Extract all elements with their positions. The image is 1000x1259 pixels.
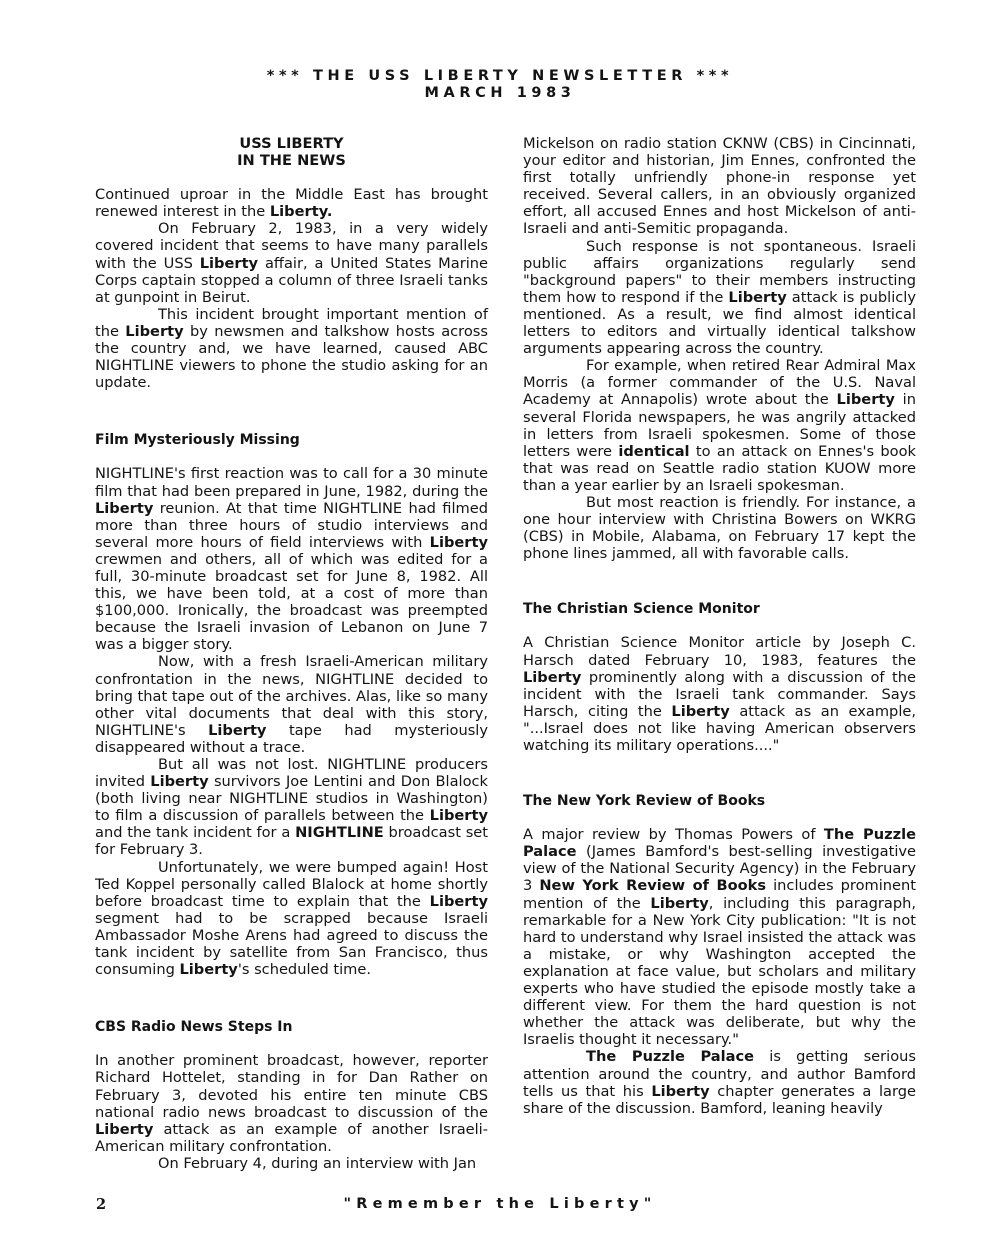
- spacer: [95, 391, 488, 432]
- paragraph: [95, 1155, 488, 1172]
- text-run: But all was not lost. NIGHTLINE producers invited: [95, 756, 488, 791]
- text-run: segment had to be scrapped because Israeli Ambassador Moshe Arens had agreed to discuss the tank incident by satellite from San Francisco, thus consuming: [95, 909, 488, 979]
- bold-run: New York Review of Books: [539, 877, 767, 895]
- bold-run: Liberty: [95, 499, 154, 517]
- text-run: But most reaction is friendly. For instance, a one hour interview with Christina Bowers on WKRG (CBS) in Mobile, Alabama, on February 17 kept the phone lines jammed, all with favorable calls.: [523, 493, 916, 563]
- text-run: crewmen and others, all of which was edited for a full, 30-minute broadcast set for June 8, 1982. All this, we have been told, at a cost of more than $100,000. Ironically, the broadcast was preempted because the Israeli invasion of Lebanon on June 7 was a bigger story.: [95, 550, 488, 654]
- text-run: Continued uproar in the Middle East has brought renewed interest in the: [95, 186, 488, 221]
- masthead: [0, 68, 1000, 102]
- text-run: chapter generates a large share of the discussion. Bamford, leaning heavily: [523, 1082, 916, 1117]
- text-run: Such response is not spontaneous. Israeli public affairs organizations regularly send "background papers" to their members instructing them how to respond if the: [523, 237, 916, 306]
- text-run: A Christian Science Monitor article by Joseph C. Harsch dated February 10, 1983, features the: [523, 634, 916, 669]
- article-title-line-1: USS LIBERTY: [239, 135, 344, 152]
- bold-run: Liberty: [671, 702, 730, 720]
- text-run: (James Bamford's best-selling investigative view of the National Security Agency) in the February 3: [523, 843, 916, 895]
- text-run: attack is publicly mentioned. As a result, we find almost identical letters to editors and virtually identical talkshow arguments appearing across the country.: [523, 288, 916, 358]
- bold-run: Liberty: [836, 391, 895, 409]
- text-run: prominently along with a discussion of the incident with the Israeli tank commander. Says Harsch, citing the: [523, 668, 916, 720]
- paragraph: [523, 135, 916, 238]
- text-run: NIGHTLINE's first reaction was to call for a 30 minute film that had been prepared in June, 1982, during the: [95, 465, 488, 500]
- spacer: [523, 562, 916, 601]
- right-column: [523, 135, 916, 1117]
- bold-run: Liberty: [429, 807, 488, 825]
- text-run: tape had mysteriously disappeared without a trace.: [95, 721, 488, 756]
- bold-run: Liberty: [651, 1082, 710, 1100]
- subheading-cbs: CBS Radio News Steps In: [95, 1019, 293, 1036]
- paragraph: [95, 465, 488, 653]
- text-run: A major review by Thomas Powers of: [523, 826, 824, 844]
- text-run: reunion. At that time NIGHTLINE had filmed more than three hours of studio interviews and several more hours of field interviews with: [95, 499, 488, 551]
- text-run: On February 4, during an interview with Jan: [158, 1154, 477, 1172]
- bold-run: NIGHTLINE: [295, 824, 384, 842]
- bold-run: identical: [618, 442, 690, 460]
- text-run: 's scheduled time.: [237, 961, 371, 979]
- paragraph: [523, 634, 916, 754]
- text-run: Mickelson on radio station CKNW (CBS) in Cincinnati, your editor and historian, Jim Ennes, confronted the first totally unfriendly phone-in response yet received. Several callers, in an obviously organized effort, all accused Ennes and host Mickelson of anti-Israeli and anti-Semitic propaganda.: [523, 135, 916, 238]
- text-run: On February 2, 1983, in a very widely covered incident that seems to have many parallels with the USS: [95, 220, 488, 272]
- bold-run: Liberty: [150, 773, 209, 791]
- page-number: 2: [96, 1196, 107, 1213]
- paragraph: [523, 494, 916, 562]
- spacer: [95, 978, 488, 1019]
- article-title-line-2: IN THE NEWS: [237, 152, 346, 170]
- text-run: Unfortunately, we were bumped again! Host Ted Koppel personally called Blalock at home shortly before broadcast time to explain that the: [95, 858, 488, 910]
- text-run: is getting serious attention around the country, and author Bamford tells us that his: [523, 1048, 916, 1100]
- paragraph: [523, 238, 916, 358]
- text-run: This incident brought important mention of the: [95, 305, 488, 340]
- paragraph: [523, 826, 916, 1048]
- text-run: affair, a United States Marine Corps captain stopped a column of three Israeli tanks at gunpoint in Beirut.: [95, 254, 488, 306]
- bold-run: Liberty: [125, 322, 184, 340]
- text-run: attack as an example of another Israeli-American military confrontation.: [95, 1120, 488, 1155]
- spacer: [523, 754, 916, 793]
- paragraph: [523, 357, 916, 494]
- footer-motto: "Remember the Liberty": [343, 1196, 657, 1212]
- bold-run: Liberty: [650, 894, 709, 912]
- left-column: [95, 135, 488, 1172]
- subheading-monitor: The Christian Science Monitor: [523, 601, 760, 618]
- text-run: includes prominent mention of the: [523, 877, 916, 912]
- text-run: , including this paragraph, remarkable for a New York City publication: "It is not hard to understand why Israel insisted the attack was a mistake, or why Washington accepted the explanation at face value, but scholars and military experts who have studied the episode mostly take a different view. For them the hard question is not whether the attack was deliberate, but why the Israelis thought it necessary.": [523, 894, 916, 1049]
- paragraph: [95, 653, 488, 756]
- bold-run: The Puzzle Palace: [586, 1048, 755, 1066]
- text-run: to an attack on Ennes's book that was read on Seattle radio station KUOW more than a year earlier by an Israeli spokesman.: [523, 442, 916, 494]
- article-title: [95, 135, 488, 169]
- bold-run: Liberty: [208, 721, 267, 739]
- text-run: and the tank incident for a: [95, 824, 296, 842]
- paragraph: [95, 220, 488, 305]
- text-run: survivors Joe Lentini and Don Blalock (both living near NIGHTLINE studios in Washington) to film a discussion of parallels between the: [95, 773, 488, 825]
- text-run: by newsmen and talkshow hosts across the country and, we have learned, caused ABC NIGHTLINE viewers to phone the studio asking for an update.: [95, 322, 488, 392]
- paragraph: [523, 1048, 916, 1116]
- text-run: in several Florida newspapers, he was angrily attacked in letters from Israeli spokesmen. Some of those letters were: [523, 391, 916, 460]
- bold-run: Liberty.: [269, 203, 333, 221]
- bold-run: Liberty: [728, 288, 787, 306]
- text-run: broadcast set for February 3.: [95, 824, 488, 859]
- bold-run: Liberty: [95, 1120, 154, 1138]
- text-run: attack as an example, "...Israel does not like having American observers watching its military operations....": [523, 702, 916, 754]
- bold-run: Liberty: [429, 533, 488, 551]
- newsletter-title: *** THE USS LIBERTY NEWSLETTER ***: [266, 68, 734, 84]
- bold-run: Liberty: [179, 961, 238, 979]
- bold-run: Liberty: [429, 892, 488, 910]
- bold-run: Liberty: [523, 668, 582, 686]
- bold-run: Liberty: [199, 254, 259, 272]
- paragraph: [95, 859, 488, 979]
- paragraph: [95, 756, 488, 859]
- issue-date: MARCH 1983: [424, 85, 576, 101]
- paragraph: [95, 306, 488, 391]
- subheading-nyrb: The New York Review of Books: [523, 793, 766, 810]
- text-run: In another prominent broadcast, however, reporter Richard Hottelet, standing in for Dan Rather on February 3, devoted his entire ten minute CBS national radio news broadcast to discussion of the: [95, 1052, 488, 1121]
- text-run: For example, when retired Rear Admiral Max Morris (a former commander of the U.S. Naval Academy at Annapolis) wrote about the: [523, 357, 916, 409]
- text-run: Now, with a fresh Israeli-American military confrontation in the news, NIGHTLINE decided to bring that tape out of the archives. Alas, like so many other vital documents that deal with this story, NIGHTLINE's: [95, 653, 488, 739]
- paragraph: [95, 186, 488, 220]
- subheading-film: Film Mysteriously Missing: [95, 432, 300, 449]
- bold-run: The Puzzle Palace: [523, 826, 916, 861]
- paragraph: [95, 1052, 488, 1155]
